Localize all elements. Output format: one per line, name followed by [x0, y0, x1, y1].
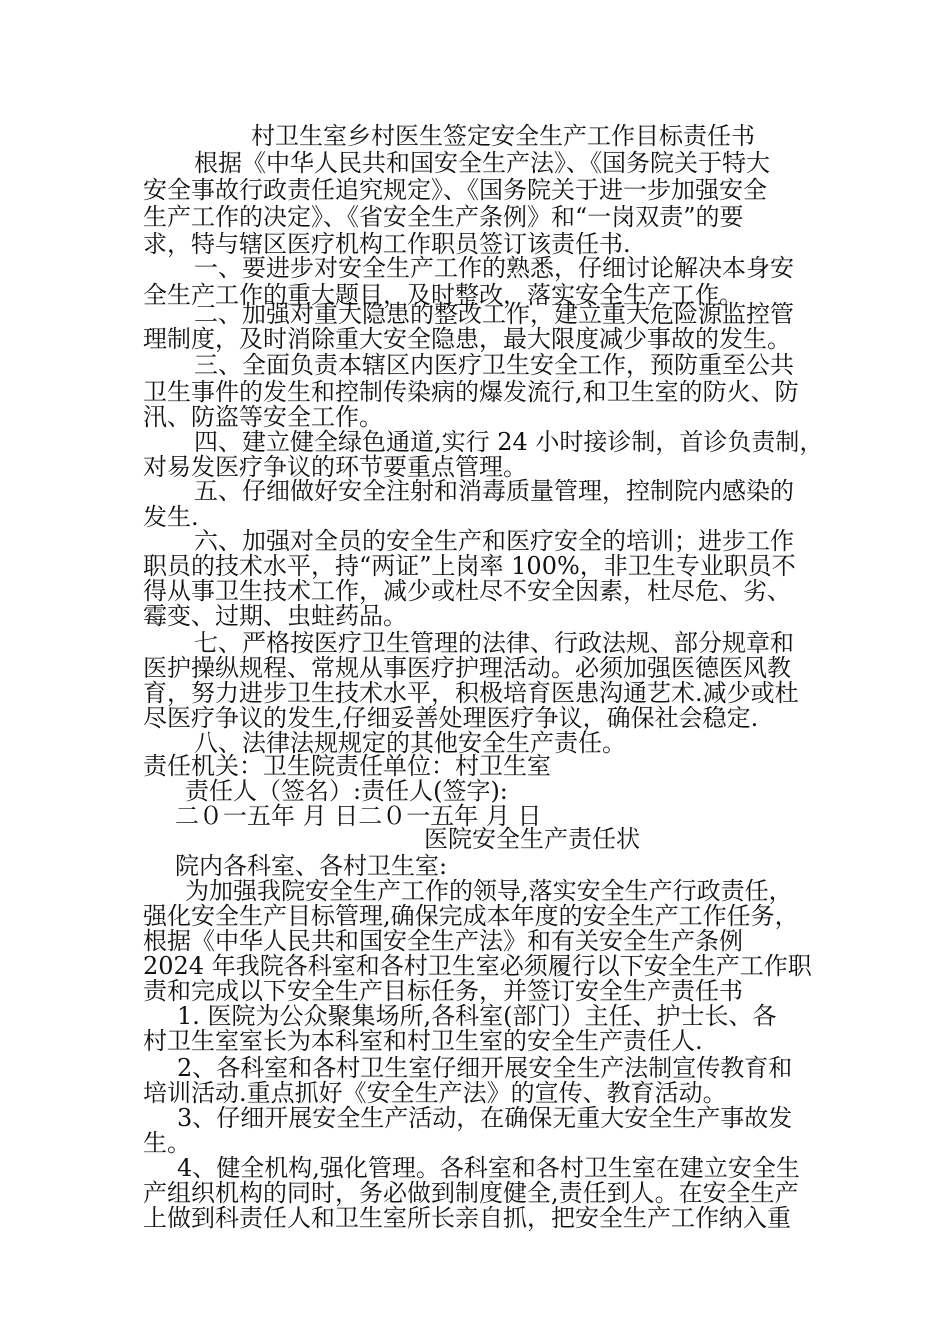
text-line: 三、全面负责本辖区内医疗卫生安全工作，预防重至公共: [194, 351, 794, 379]
text-line: 理制度，及时消除重大安全隐患，最大限度减少事故的发生。: [143, 325, 791, 353]
signature-date: 二０一五年 月 日二０一五年 月 日: [175, 802, 542, 830]
text-line: 责和完成以下安全生产目标任务，并签订安全生产责任书: [143, 977, 743, 1005]
text-line: 2024 年我院各科室和各村卫生室必须履行以下安全生产工作职: [143, 952, 812, 980]
text-line: 求，特与辖区医疗机构工作职员签订该责任书.: [143, 230, 631, 258]
text-line: 上做到科责任人和卫生室所长亲自抓，把安全生产工作纳入重: [143, 1204, 791, 1232]
text-line: 发生.: [143, 503, 199, 531]
text-line: 职员的技术水平，持“两证”上岗率 100%，非卫生专业职员不: [143, 552, 796, 580]
document-title: 村卫生室乡村医生签定安全生产工作目标责任书: [251, 122, 755, 150]
text-line: 生。: [143, 1129, 191, 1157]
text-line: 强化安全生产目标管理,确保完成本年度的安全生产工作任务，: [143, 902, 799, 930]
text-line: 根据《中华人民共和国安全生产法》、《国务院关于特大: [194, 149, 770, 177]
text-line: 产组织机构的同时，务必做到制度健全,责任到人。在安全生产: [143, 1179, 799, 1207]
text-line: 六、加强对全员的安全生产和医疗安全的培训；进步工作: [194, 527, 794, 555]
text-line: 对易发医疗争议的环节要重点管理。: [143, 453, 527, 481]
text-line: 育，努力进步卫生技术水平，积极培育医患沟通艺术.减少或杜: [143, 679, 799, 707]
text-line: 七、严格按医疗卫生管理的法律、行政法规、部分规章和: [194, 629, 794, 657]
text-line: 安全事故行政责任追究规定》、《国务院关于进一步加强安全: [143, 176, 767, 204]
text-line: 八、法律法规规定的其他安全生产责任。: [194, 729, 626, 757]
text-line: 得从事卫生技术工作，减少或杜尽不安全因素，杜尽危、劣、: [143, 577, 791, 605]
text-line: 培训活动.重点抓好《安全生产法》的宣传、教育活动。: [143, 1079, 727, 1107]
text-line: 汛、防盗等安全工作。: [143, 403, 383, 431]
text-line: 2、各科室和各村卫生室仔细开展安全生产法制宣传教育和: [177, 1054, 793, 1082]
section-title: 医院安全生产责任状: [424, 825, 640, 853]
signature-person: 责任人（签名）:责任人(签字):: [185, 777, 508, 805]
text-line: 二、加强对重大隐患的整改工作，建立重大危险源监控管: [194, 300, 794, 328]
addressee: 院内各科室、各村卫生室:: [175, 852, 448, 880]
text-line: 医护操纵规程、常规从事医疗护理活动。必须加强医德医风教: [143, 654, 791, 682]
text-line: 生产工作的决定》、《省安全生产条例》和“一岗双责”的要: [143, 203, 744, 231]
text-line: 根据《中华人民共和国安全生产法》和有关安全生产条例: [143, 927, 743, 955]
signature-authority: 责任机关：卫生院责任单位：村卫生室: [143, 752, 551, 780]
text-line: 1. 医院为公众聚集场所,各科室(部门）主任、护士长、各: [177, 1002, 777, 1030]
text-line: 四、建立健全绿色通道,实行 24 小时接诊制，首诊负责制，: [194, 428, 824, 456]
text-line: 全生产工作的重大题目，及时整改，落实安全生产工作。: [143, 281, 743, 309]
text-line: 为加强我院安全生产工作的领导,落实安全生产行政责任，: [185, 877, 793, 905]
text-line: 霉变、过期、虫蛀药品。: [143, 602, 407, 630]
text-line: 尽医疗争议的发生,仔细妥善处理医疗争议，确保社会稳定.: [143, 704, 759, 732]
text-line: 4、健全机构,强化管理。各科室和各村卫生室在建立安全生: [177, 1154, 800, 1182]
text-line: 卫生事件的发生和控制传染病的爆发流行,和卫生室的防火、防: [143, 378, 799, 406]
text-line: 村卫生室室长为本科室和村卫生室的安全生产责任人.: [143, 1027, 703, 1055]
text-line: 五、仔细做好安全注射和消毒质量管理，控制院内感染的: [194, 477, 794, 505]
text-line: 3、仔细开展安全生产活动，在确保无重大安全生产事故发: [177, 1104, 793, 1132]
text-line: 一、要进步对安全生产工作的熟悉，仔细讨论解决本身安: [194, 254, 794, 282]
